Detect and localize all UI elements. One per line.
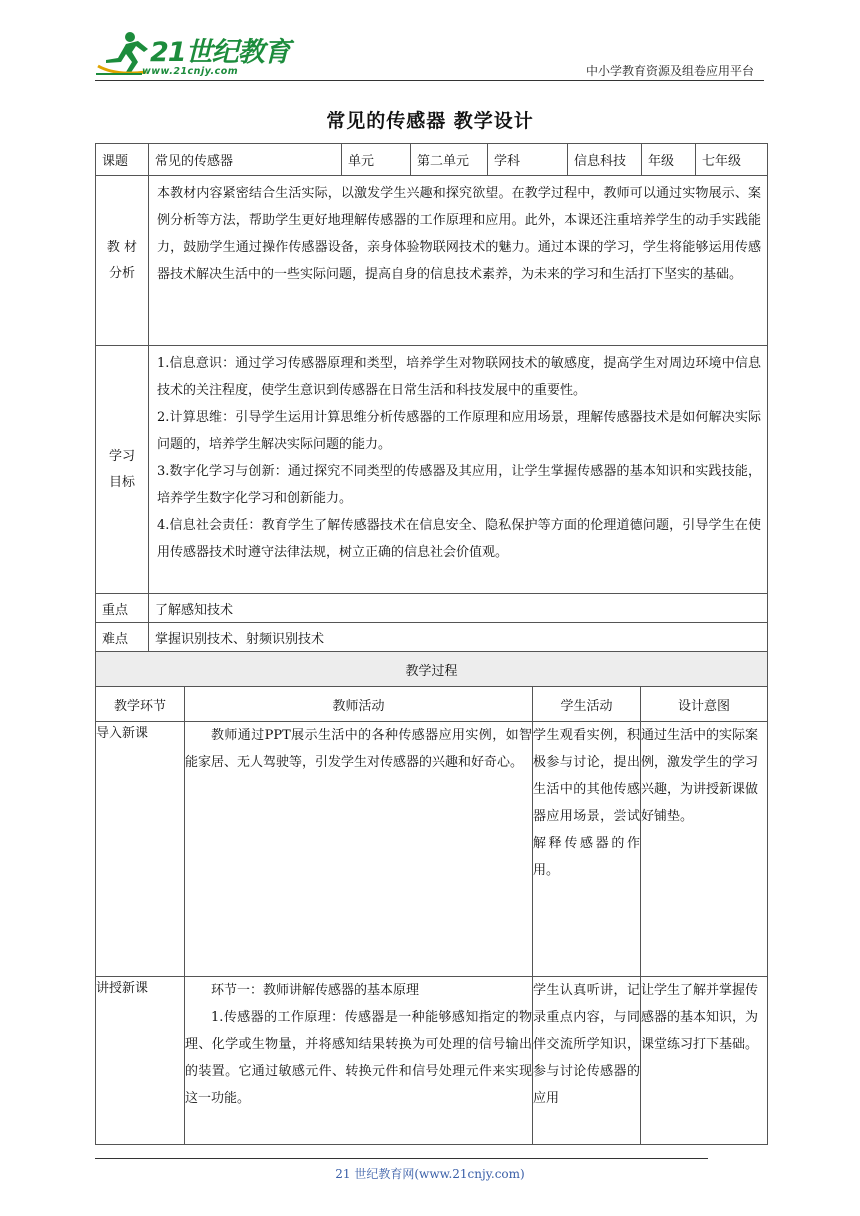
analysis-label [96, 176, 149, 346]
goal-item: 1.信息意识：通过学习传感器原理和类型，培养学生对物联网技术的敏感度，提高学生对周边环境中信息技术的关注程度，使学生意识到传感器在日常生活和科技发展中的重要性。 [157, 356, 761, 398]
process-title: 教学过程 [96, 652, 768, 687]
header-teacher: 教师活动 [185, 687, 533, 722]
logo-text: 21世纪教育 [150, 37, 290, 68]
design-intent-cell: 让学生了解并掌握传感器的基本知识，为课堂练习打下基础。 [641, 977, 768, 1145]
goal-item: 4.信息社会责任：教育学生了解传感器技术在信息安全、隐私保护等方面的伦理道德问题，引导学生在使用传感器技术时遵守法律法规，树立正确的信息社会价值观。 [157, 518, 761, 560]
course-value: 常见的传感器 [149, 144, 342, 176]
stage-cell: 讲授新课 [96, 977, 185, 1145]
goal-item: 3.数字化学习与创新：通过探究不同类型的传感器及其应用，让学生掌握传感器的基本知识和实践技能，培养学生数字化学习和创新能力。 [157, 464, 761, 506]
header-design: 设计意图 [641, 687, 768, 722]
difficulty-label: 难点 [96, 623, 149, 652]
student-activity-cell: 学生认真听讲，记录重点内容，与同伴交流所学知识，参与讨论传感器的应用 [533, 977, 641, 1145]
teacher-activity-text: 环节一：教师讲解传感器的基本原理 [211, 983, 420, 998]
header-divider [95, 80, 764, 81]
header-student: 学生活动 [533, 687, 641, 722]
design-intent-cell: 通过生活中的实际案例，激发学生的学习兴趣，为讲授新课做好铺垫。 [641, 722, 768, 977]
subject-label: 学科 [488, 144, 568, 176]
table-row [96, 977, 768, 1145]
teacher-activity-cell [185, 722, 533, 977]
subject-value: 信息科技 [568, 144, 642, 176]
logo-url: www.21cnjy.com [142, 66, 239, 77]
unit-value: 第二单元 [411, 144, 488, 176]
teaching-process-table [95, 651, 768, 1145]
goal-item: 2.计算思维：引导学生运用计算思维分析传感器的工作原理和应用场景，理解传感器技术是如何解决实际问题的，培养学生解决实际问题的能力。 [157, 410, 761, 452]
analysis-text [149, 176, 768, 346]
grade-label: 年级 [642, 144, 696, 176]
analysis-label-line2: 分析 [108, 265, 135, 281]
footer-divider [95, 1158, 708, 1159]
analysis-label-line1: 教 材 [106, 239, 138, 255]
goals-text [149, 346, 768, 594]
unit-label: 单元 [342, 144, 411, 176]
page-title: 常见的传感器 教学设计 [326, 110, 534, 132]
grade-value: 七年级 [696, 144, 768, 176]
table-row [96, 722, 768, 977]
goals-label [96, 346, 149, 594]
key-label: 重点 [96, 594, 149, 623]
stage-cell: 导入新课 [96, 722, 185, 977]
footer-link[interactable]: 21 世纪教育网(www.21cnjy.com) [335, 1167, 525, 1181]
teacher-activity-text: 1.传感器的工作原理：传感器是一种能够感知指定的物理、化学或生物量，并将感知结果转换为可处理的信号输出的装置。它通过敏感元件、转换元件和信号处理元件来实现这一功能。 [185, 1010, 532, 1106]
teacher-activity-text: 教师通过PPT展示生活中的各种传感器应用实例，如智能家居、无人驾驶等，引发学生对传感器的兴趣和好奇心。 [185, 728, 532, 770]
goals-label-line2: 目标 [108, 474, 135, 490]
student-activity-cell: 学生观看实例，积极参与讨论，提出生活中的其他传感器应用场景，尝试解释传感器的作用。 [533, 722, 641, 977]
course-label: 课题 [96, 144, 149, 176]
analysis-paragraph: 本教材内容紧密结合生活实际，以激发学生兴趣和探究欲望。在教学过程中，教师可以通过实物展示、案例分析等方法，帮助学生更好地理解传感器的工作原理和应用。此外，本课还注重培养学生的动手实践能力，鼓励学生通过操作传感器设备，亲身体验物联网技术的魅力。通过本课的学习，学生将能够运用传感器技术解决生活中的一些实际问题，提高自身的信息技术素养，为未来的学习和生活打下坚实的基础。 [157, 186, 761, 282]
platform-name: 中小学教育资源及组卷应用平台 [585, 64, 754, 78]
difficulty-value: 掌握识别技术、射频识别技术 [149, 623, 768, 652]
teacher-activity-cell [185, 977, 533, 1145]
header-stage: 教学环节 [96, 687, 185, 722]
key-value: 了解感知技术 [149, 594, 768, 623]
goals-label-line1: 学习 [108, 448, 135, 464]
lesson-info-table [95, 143, 768, 652]
